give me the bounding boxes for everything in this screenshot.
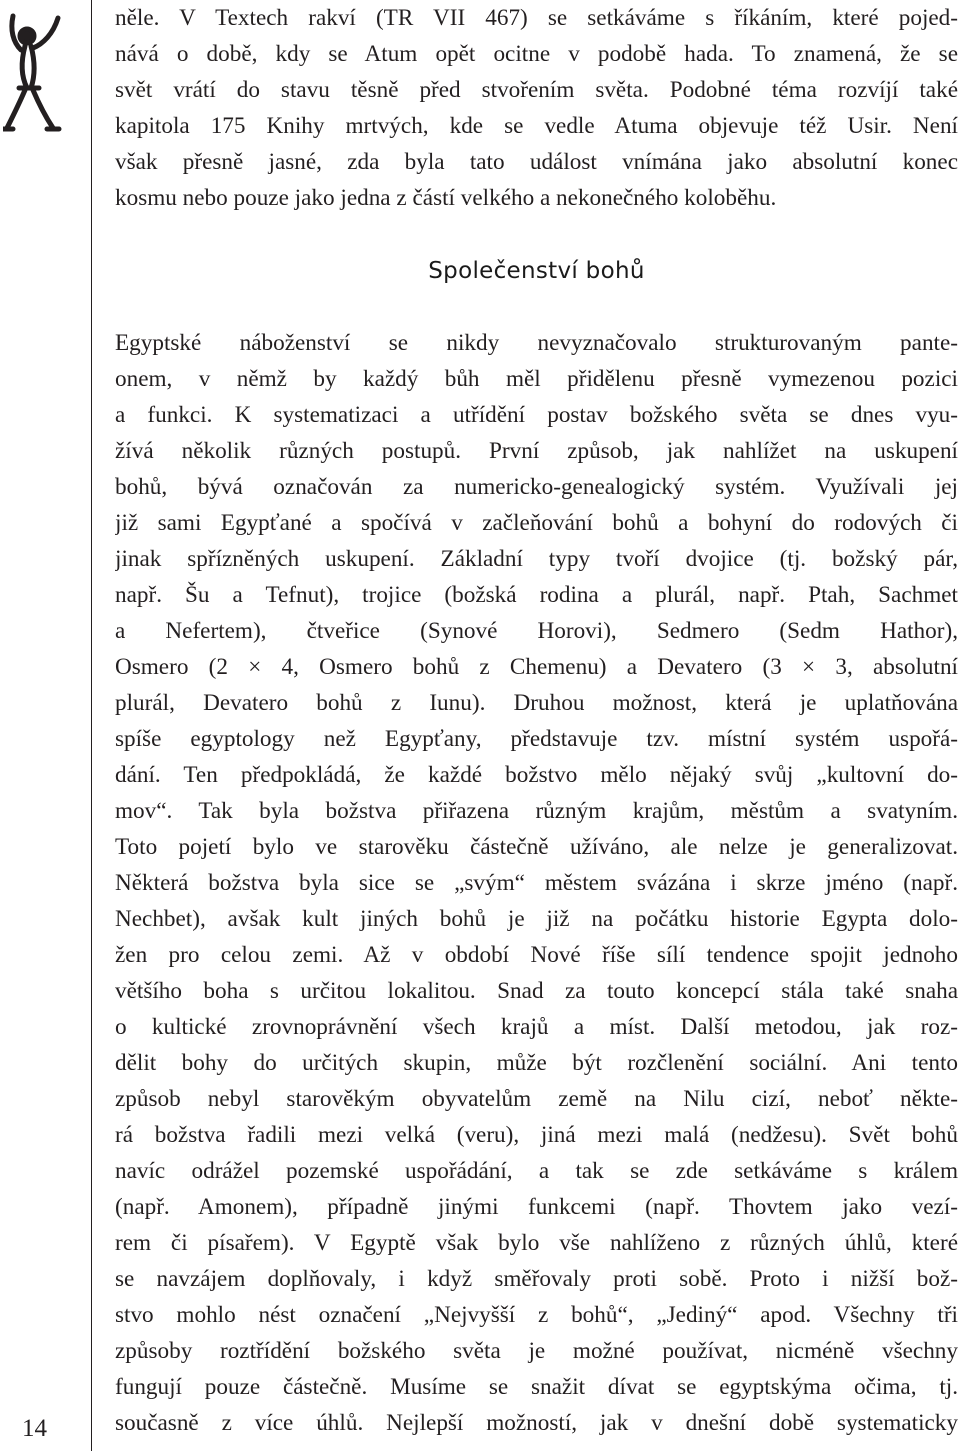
body-line: onem, v němž by každý bůh měl přidělenu přesně vymezenou pozici [115,366,958,392]
body-line: Nechbet), avšak kult jiných bohů je již na počátku historie Egypta dolo- [115,906,958,932]
intro-line: svět vrátí do stavu těsně před stvořením světa. Podobné téma rozvíjí také [115,77,958,103]
body-line: způsob nebyl starověkým obyvatelům země na Nilu cizí, neboť někte- [115,1086,958,1112]
body-line: žívá několik různých postupů. První způsob, jak nahlížet na uskupení [115,438,958,464]
body-line: (např. Amonem), případně jinými funkcemi (např. Thovtem jako vezí- [115,1194,958,1220]
page-number: 14 [22,1415,47,1442]
body-line: Některá božstva byla sice se „svým“ městem svázána i skrze jméno (např. [115,870,958,896]
body-line: bohů, bývá označován za numericko-genealogický systém. Využívali jej [115,474,958,500]
body-line: např. Šu a Tefnut), trojice (božská rodina a plurál, např. Ptah, Sachmet [115,582,958,608]
page-margin [0,0,92,1451]
body-line: fungují pouze částečně. Musíme se snažit dívat se egyptskýma očima, tj. [115,1374,958,1400]
intro-line: však přesně jasné, zda byla tato událost vnímána jako absolutní konec [115,149,958,175]
body-line: stvo mohlo nést označení „Nejvyšší z bohů“, „Jediný“ apod. Všechny tři [115,1302,958,1328]
body-line: již sami Egypťané a spočívá v začleňování bohů a bohyní do rodových či [115,510,958,536]
intro-line: kapitola 175 Knihy mrtvých, kde se vedle Atuma objevuje též Usir. Není [115,113,958,139]
intro-line: nává o době, kdy se Atum opět ocitne v podobě hada. To znamená, že se [115,41,958,67]
margin-divider-line [91,0,92,1451]
body-line: Osmero (2 × 4, Osmero bohů z Chemenu) a Devatero (3 × 3, absolutní [115,654,958,680]
body-line: a funkci. K systematizaci a utřídění postav božského světa se dnes vyu- [115,402,958,428]
body-line: dělit bohy do určitých skupin, může být rozčlenění sociální. Ani tento [115,1050,958,1076]
body-line: plurál, Devatero bohů z Iunu). Druhou možnost, která je uplatňována [115,690,958,716]
section-heading: Společenství bohů [428,258,645,284]
body-line: dání. Ten předpokládá, že každé božstvo mělo nějaký svůj „kultovní do- [115,762,958,788]
body-line: jinak spřízněných uskupení. Základní typy tvoří dvojice (tj. božský pár, [115,546,958,572]
intro-line: něle. V Textech rakví (TR VII 467) se setkáváme s říkáním, které pojed- [115,5,958,31]
intro-line: kosmu nebo pouze jako jedna z částí velkého a nekonečného koloběhu. [115,185,777,211]
body-line: se navzájem doplňovaly, i když směřovaly proti sobě. Proto i nižší bož- [115,1266,958,1292]
body-line: Toto pojetí bylo ve starověku částečně užíváno, ale nelze je generalizovat. [115,834,958,860]
body-line: rá božstva řadili mezi velká (veru), jiná mezi malá (nedžesu). Svět bohů [115,1122,958,1148]
body-line: způsoby roztřídění božského světa je možné používat, nicméně všechny [115,1338,958,1364]
body-line: většího boha s určitou lokalitou. Snad za touto koncepcí stála také snaha [115,978,958,1004]
body-line: mov“. Tak byla božstva přiřazena různým krajům, městům a svatyním. [115,798,958,824]
body-line: současně z více úhlů. Nejlepší možností, jak v dnešní době systematicky [115,1410,958,1436]
body-line: o kultické zrovnoprávnění všech krajů a míst. Další metodou, jak roz- [115,1014,958,1040]
body-line: Egyptské náboženství se nikdy nevyznačovalo strukturovaným pante- [115,330,958,356]
body-line: a Nefertem), čtveřice (Synové Horovi), Sedmero (Sedm Hathor), [115,618,958,644]
body-line: spíše egyptology než Egypťany, představuje tzv. místní systém uspořá- [115,726,958,752]
body-line: rem či písařem). V Egyptě však bylo vše nahlíženo z různých úhlů, které [115,1230,958,1256]
body-line: žen pro celou zemi. Až v období Nové říše sílí tendence spojit jednoho [115,942,958,968]
body-line: navíc odrážel pozemské uspořádání, a tak se zde setkáváme s králem [115,1158,958,1184]
hieroglyph-figure-with-raised-arms-icon [3,6,67,134]
